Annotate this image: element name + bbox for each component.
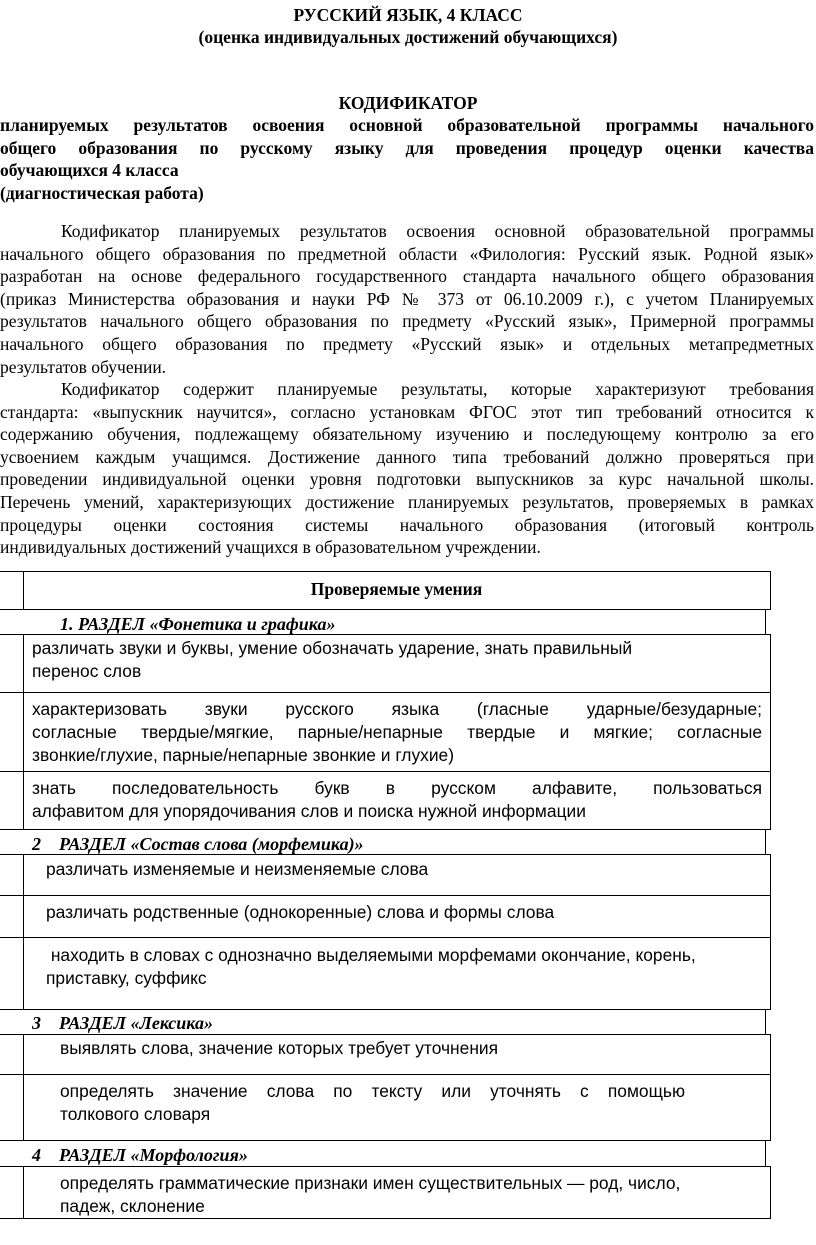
skill-line: находить в словах с однозначно выделяемыми морфемами окончание, корень, xyxy=(46,945,696,965)
intro-line: результатов начального общего образования по предмету «Русский язык», Примерной программы xyxy=(0,311,814,332)
intro-line: начального общего образования по предметной области «Филология: Русский язык. Родной язык» xyxy=(0,243,814,264)
table-rule xyxy=(0,692,771,693)
codifier-desc-line: обучающихся 4 класса xyxy=(0,160,179,181)
skill-item xyxy=(60,1037,760,1060)
intro-line: проведении индивидуальной оценки уровня подготовки выпускников за курс начальной школы. xyxy=(0,469,814,490)
skill-item xyxy=(32,637,762,683)
codifier-description xyxy=(0,114,814,204)
table-rule xyxy=(770,1034,771,1140)
table-rule xyxy=(0,1166,771,1167)
table-header: Проверяемые умения xyxy=(310,579,483,599)
table-rule xyxy=(0,634,771,635)
table-rule xyxy=(765,1140,766,1166)
table-rule xyxy=(0,937,771,938)
skill-item xyxy=(46,944,762,990)
codifier-desc-line: (диагностическая работа) xyxy=(0,182,204,203)
table-rule xyxy=(765,1009,766,1034)
section-title: 2 РАЗДЕЛ «Состав слова (морфемика)» xyxy=(32,834,364,854)
skill-line: падеж, склонение xyxy=(60,1196,205,1216)
skill-line: характеризовать звуки русского языка (гласные ударные/безударные; xyxy=(32,699,762,719)
intro-line: стандарта: «выпускник научится», согласно установкам ФГОС этот тип требований относится к xyxy=(0,401,814,422)
table-rule xyxy=(765,609,766,634)
skill-line: толкового словаря xyxy=(60,1104,211,1124)
intro-line: индивидуальных достижений учащихся в образовательном учреждении. xyxy=(0,537,541,558)
table-rule xyxy=(0,895,771,896)
skill-item xyxy=(46,901,762,924)
table-rule xyxy=(0,829,771,830)
table-rule xyxy=(0,1074,771,1075)
codifier-heading: КОДИФИКАТОР xyxy=(338,93,478,113)
intro-paragraph-1 xyxy=(0,220,814,378)
skill-item xyxy=(32,777,762,823)
intro-line: разработан на основе федерального государственного стандарта начального общего образования xyxy=(0,266,814,287)
table-rule xyxy=(23,854,24,1009)
section-title: 3 РАЗДЕЛ «Лексика» xyxy=(32,1013,213,1033)
skill-line: определять грамматические признаки имен существительных — род, число, xyxy=(60,1173,681,1193)
skill-line: различать изменяемые и неизменяемые слова xyxy=(46,859,429,879)
skill-line: алфавитом для упорядочивания слов и поиска нужной информации xyxy=(32,801,586,821)
table-rule xyxy=(765,829,766,854)
intro-line: начального общего образования по предмету «Русский язык» и отдельных метапредметных xyxy=(0,333,814,354)
table-rule xyxy=(0,1218,771,1219)
skill-item xyxy=(46,858,762,881)
intro-line: процедуры оценки состояния системы начального образования (итоговый контроль xyxy=(0,514,814,535)
intro-paragraph-2 xyxy=(0,378,814,559)
codifier-desc-line: общего образования по русскому языку для проведения процедур оценки качества xyxy=(0,137,814,158)
table-rule xyxy=(770,1166,771,1218)
skill-item xyxy=(60,1172,760,1218)
table-rule xyxy=(23,634,24,829)
table-rule xyxy=(0,1140,771,1141)
codifier-desc-line: планируемых результатов освоения основной образовательной программы начального xyxy=(0,115,814,135)
section-title: 4 РАЗДЕЛ «Морфология» xyxy=(32,1145,248,1165)
document-subtitle: (оценка индивидуальных достижений обучающихся) xyxy=(198,27,618,47)
intro-line: Перечень умений, характеризующих достижение планируемых результатов, проверяемых в рамках xyxy=(0,491,814,512)
table-rule xyxy=(0,1034,771,1035)
table-rule xyxy=(0,1009,771,1010)
intro-line: результатов обучении. xyxy=(0,356,167,377)
skill-line: выявлять слова, значение которых требует уточнения xyxy=(60,1038,499,1058)
intro-line: (приказ Министерства образования и науки РФ № 373 от 06.10.2009 г.), с учетом Планируемых xyxy=(0,288,814,309)
skill-line: различать родственные (однокоренные) слова и формы слова xyxy=(46,902,555,922)
skill-line: приставку, суффикс xyxy=(46,968,207,988)
document-title: РУССКИЙ ЯЗЫК, 4 КЛАСС xyxy=(293,5,523,25)
table-rule xyxy=(770,571,771,609)
table-rule xyxy=(0,609,771,610)
skill-item xyxy=(32,698,762,767)
table-rule xyxy=(23,1166,24,1218)
skill-line: согласные твердые/мягкие, парные/непарные твердые и мягкие; согласные xyxy=(32,722,762,742)
skill-line: различать звуки и буквы, умение обозначать ударение, знать правильный xyxy=(32,638,633,658)
table-rule xyxy=(0,771,771,772)
intro-line: Кодификатор содержит планируемые результаты, которые характеризуют требования xyxy=(61,379,814,399)
table-rule xyxy=(770,634,771,829)
skill-line: знать последовательность букв в русском алфавите, пользоваться xyxy=(32,778,762,798)
skill-line: перенос слов xyxy=(32,661,142,681)
section-title: 1. РАЗДЕЛ «Фонетика и графика» xyxy=(60,614,336,634)
intro-line: Кодификатор планируемых результатов освоения основной образовательной программы xyxy=(61,221,814,241)
table-rule xyxy=(770,854,771,1009)
skill-item xyxy=(60,1080,685,1126)
table-rule xyxy=(0,854,771,855)
table-rule xyxy=(23,1034,24,1140)
skill-line: звонкие/глухие, парные/непарные звонкие и глухие) xyxy=(32,745,455,765)
skill-line: определять значение слова по тексту или уточнять с помощью xyxy=(60,1081,685,1101)
intro-line: усвоением каждым учащимся. Достижение данного типа требований должно проверяться при xyxy=(0,446,814,467)
intro-line: содержанию обучения, подлежащему обязательному изучению и последующему контролю за его xyxy=(0,424,814,445)
table-rule xyxy=(0,571,771,572)
